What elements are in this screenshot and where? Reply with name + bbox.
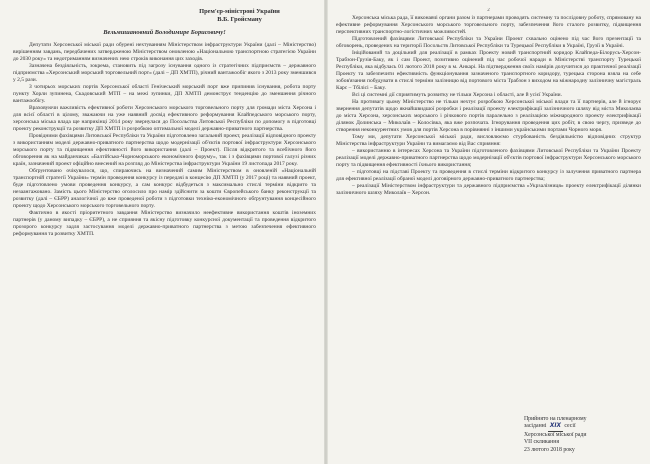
page-right xyxy=(336,8,641,460)
session-number-handwritten: XIX xyxy=(548,423,563,431)
paragraph: Всі ці системні дії сприятимуть розвитку не тільки Херсона і області, але й усієї України. xyxy=(352,92,562,98)
adoption-note xyxy=(524,416,640,454)
paragraph: Депутати Херсонської міської ради обурені нехтуванням Міністерством інфраструктури України (далі – Міністерство) вирішенням завдань, передбачених затвердженою Міністерством оновленою «Національною транспортною стратегією України до 2030 року» та недотриманням визначених нею строків виконання цих заходів. xyxy=(13,42,316,63)
adoption-line-4: VII скликання xyxy=(524,439,560,446)
paragraph: З чотирьох морських портів Херсонської області Генічеський морський порт вже припинив існування, робота порту пункту Хорли зупинена, Скадовський МТП – на межі зупинки, ДП ХМТП демонструє тенденцію до зменшення річного вантажообігу. xyxy=(13,84,316,105)
addressee-title: Прем'єр-міністрові України xyxy=(199,8,280,15)
adoption-line-2 xyxy=(524,423,640,431)
adoption-line-3: Херсонської міської ради xyxy=(524,431,587,438)
salutation: Вельмишановний Володимире Борисовичу! xyxy=(103,29,226,37)
paragraph: Тому ми, депутати Херсонської міської ради, висловлюємо стурбованість бездіяльністю відповідних структур Міністерства інфраструктури України та вимагаємо від Вас сприяння: xyxy=(336,134,641,147)
addressee-block xyxy=(163,8,316,23)
paragraph: Зазначена бездіяльність, зокрема, становить під загрозу існування одного із стратегічних підприємств – державного підприємства «Херсонський морський торговельний порт» (далі – ДП ХМТП), річний вантажообіг якого з 2013 року зменшився у 2,5 рази. xyxy=(13,63,316,84)
adoption-date: 23 лютого 2018 року xyxy=(524,446,575,453)
page-fold xyxy=(324,0,328,464)
list-item: – використанню в інтересах Херсона та України підготовленого фахівцями Литовської Республіки та України Проекту реалізації моделі державно-приватного партнерства щодо модернізації об'єктів портової інфраструктури Херсонського морського порту та підвищення ефективності їхнього використання; xyxy=(336,148,641,168)
addressee-name: В.Б. Гройсману xyxy=(217,15,262,23)
paragraph: Ініційований та доцільний для реалізації в рамках Проекту новий транспортний коридор Клайпеда-Білорусь-Херсон-Трабзон-Грузія-Баку, як і сам Проект, позитивно оцінений під час робочої наради в Міністерстві транспорту Турецької Республіки, яка відбулась 01 лютого 2018 року в м. Анкарі. На підтвердження своїх намірів долучитися до практичної реалізації Проекту та забезпечити ефективність функціонування зазначеного транспортного коридору, турецька сторона взяла на себе зобов'язання побудувати в стислі терміни залізницю від портового міста Трабзон з виходом на міжнародну залізничну магістраль Карс – Тбілісі – Баку. xyxy=(336,50,641,91)
page-number: 2 xyxy=(487,8,490,13)
paragraph: Підготовлений фахівцями Литовської Республіки та України Проект схвально оцінено під час його презентації та обговорень, проведених на території Посольств Литовської Республіки та Турецької Республіки в Україні, Грузії в Україні. xyxy=(336,36,641,49)
list-item: – реалізації Міністерством інфраструктури та державного підприємства «Укрзалізниця» проекту електрифікації ділянки залізничного шляху Миколаїв – Херсон. xyxy=(336,183,641,196)
paragraph: Враховуючи важливість ефективної роботи Херсонського морського торговельного порту для громади міста Херсона і для всієї області в цілому, зважаючи на уже наявний досвід ефективного реформування Клайпедського морського порту, херсонська міська влада ще наприкінці 2014 року звернулася до Посольства Литовської Республіки по допомогу в підготовці проекту реконструкції та розвитку ДП ХМТП із розробкою оптимальної моделі державно-приватного партнерства. xyxy=(13,105,316,133)
paragraph: Фактично в якості пріоритетного завдання Міністерство визначило неефективне використання коштів іноземних партнерів (у даному випадку – ЄБРР), а не сприяння та якісну підготовку конкурсної документації та проведення відкритого прозорого конкурсу задля застосування моделі державно-приватного партнерства з метою забезпечення ефективного реформування та розвитку ХМТП. xyxy=(13,210,316,238)
adoption-line-1: Прийнято на пленарному xyxy=(524,415,587,422)
paragraph: Провідними фахівцями Литовської Республіки та України підготовлено загальний проект, реалізації відповідного проекту з використанням моделі державно-приватного партнерства щодо модернізації об'єктів портової інфраструктури Херсонського морського порту та підвищення ефективності його використання (далі – Проект). Після відкритого та всебічного його обговорення як на майданчиках «Балтійсько-Чорноморського економічного форуму», так і з фахівцями портової галузі різних країн, зазначений проект офіційно внесений на розгляд до Міністерства інфраструктури України 19 листопада 2017 року. xyxy=(13,133,316,168)
page-left xyxy=(13,8,316,460)
paragraph: Обґрунтовано очікувалося, що, спираючись на визначений самим Міністерством в оновленій «Національній транспортній стратегії України» термін проведення конкурсу із передачі в концесію ДП ХМТП (у 2017 році) та наявний проект, буде підготовлено умови проведення конкурсу, а сам конкурс відбудеться з максимально стислі терміни відкрито та незаангажовано. Замість цього Міністерство оголосило про намір здійснити за кошти Європейського банку реконструкції та розвитку (далі – ЄБРР) аналогічної до вже проведеної роботи з підготовки техніко-економічного обґрунтування концесійного проекту щодо Херсонського морського торговельного порту. xyxy=(13,168,316,210)
list-item: – підготовці на підставі Проекту та проведення в стислі терміни відкритого конкурсу із залучення приватного партнера для ефективної реалізації обраної моделі договірного державно-приватного партнерства; xyxy=(336,169,641,182)
adoption-session-suffix: сесії xyxy=(564,423,576,430)
paragraph: Херсонська міська рада, її виконавчі органи разом із партнерами проводять системну та послідовну роботу, спрямовану на ефективне реформування Херсонського морського торговельного порту, забезпечення його сталого розвитку, підвищення перспективних транспортно-логістичних можливостей. xyxy=(336,15,641,35)
adoption-session-prefix: засіданні xyxy=(524,423,547,430)
paragraph: На противагу цьому Міністерство не тільки нехтує розробкою Херсонської міської влади та її партнерів, але й ігнорує звернення депутатів щодо якнайшвидшої розробки і реалізації проекту електрифікації залізничного шляху від міста Миколаєва до міста Херсона, херсонських морського і річкового портів паралельно з реалізацією міжнародного проекту електрифікації ділянок Долинська – Миколаїв – Колосівка, яка вже розпочата. Ігнорування проведення цих робіт, в свою чергу, призведе до створення неконкурентних умов для портів Херсона в порівнянні з іншими українськими портами Чорного моря. xyxy=(336,99,641,133)
